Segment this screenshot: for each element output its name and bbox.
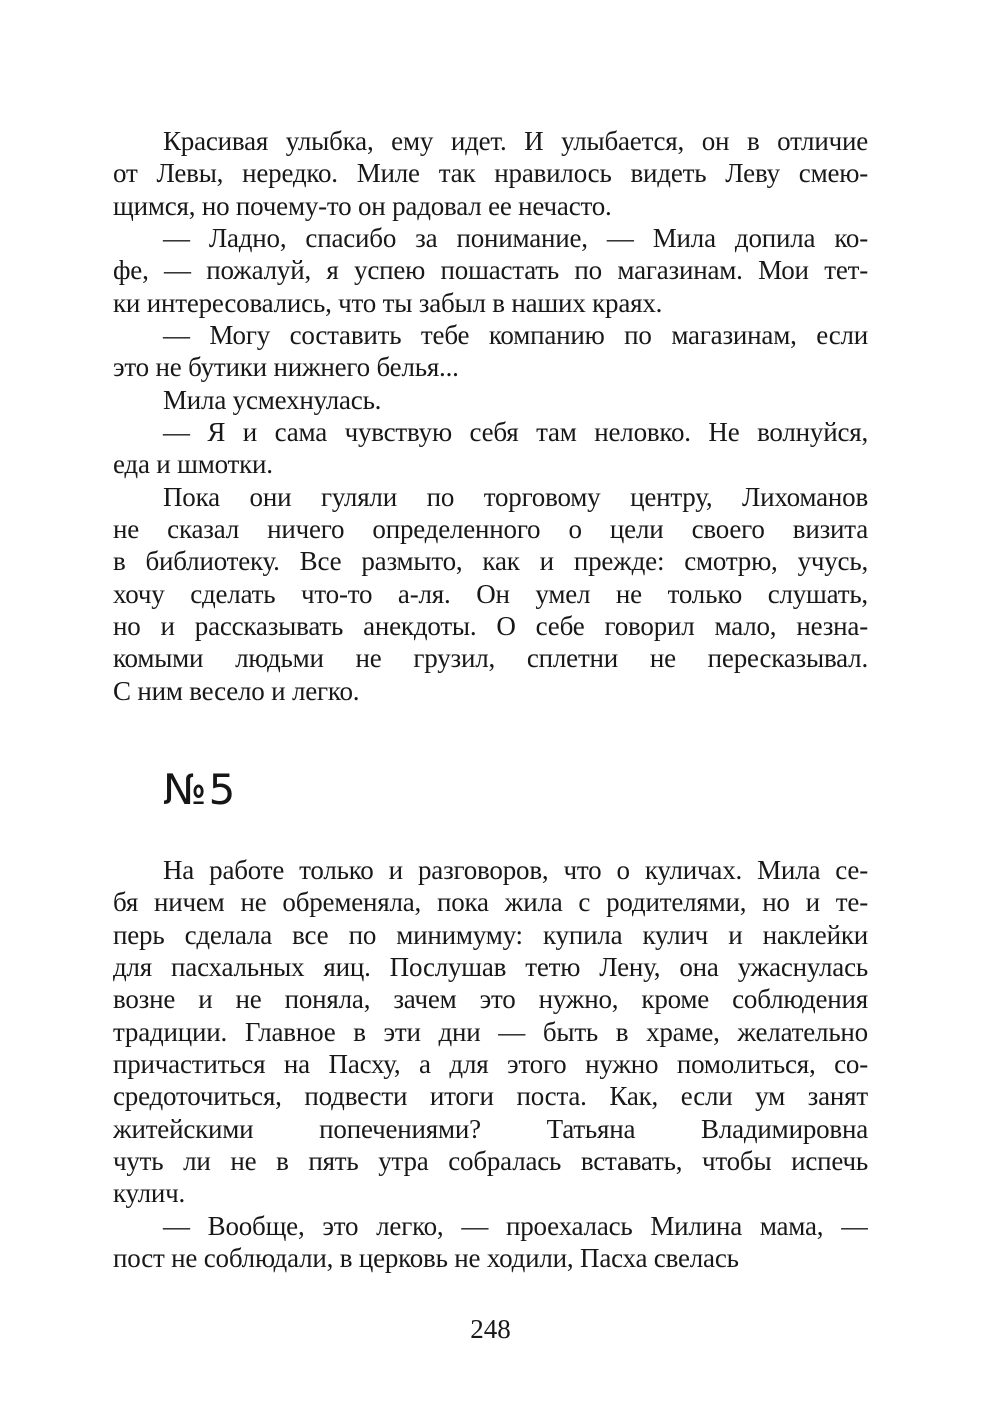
text-line: Мила усмехнулась. [163, 384, 382, 415]
text-line: традиции. Главное в эти дни — быть в храме, желательно [113, 1016, 868, 1047]
text-line: в библиотеку. Все размыто, как и прежде: смотрю, учусь, [113, 546, 868, 577]
section-top [113, 125, 868, 707]
text-line: бя ничем не обременяла, пока жила с родителями, но и те- [113, 887, 868, 918]
text-line: комыми людьми не грузил, сплетни не пересказывал. [113, 643, 868, 674]
text-line: Пока они гуляли по торговому центру, Лихоманов [163, 481, 868, 512]
text-line: от Левы, нередко. Миле так нравилось видеть Леву смею- [113, 158, 868, 189]
text-line: Красивая улыбка, ему идет. И улыбается, он в отличие [163, 126, 868, 156]
text-line: для пасхальных яиц. Послушав тетю Лену, она ужаснулась [113, 951, 868, 982]
text-line: На работе только и разговоров, что о куличах. Мила се- [163, 854, 868, 885]
text-line: средоточиться, подвести итоги поста. Как, если ум занят [113, 1081, 868, 1112]
text-block [113, 125, 868, 1274]
text-line: это не бутики нижнего белья... [113, 352, 459, 383]
page-number: 248 [470, 1314, 511, 1344]
text-line: житейскими попечениями? Татьяна Владимировна [113, 1113, 868, 1144]
text-line: фе, — пожалуй, я успею пошастать по магазинам. Мои тет- [113, 255, 868, 286]
text-line: — Ладно, спасибо за понимание, — Мила допила ко- [163, 222, 868, 253]
text-line: не сказал ничего определенного о цели своего визита [113, 513, 868, 544]
text-line: — Я и сама чувствую себя там неловко. Не волнуйся, [163, 416, 868, 447]
section-bottom [113, 854, 868, 1274]
text-line: пост не соблюдали, в церковь не ходили, Пасха свелась [113, 1242, 739, 1273]
text-line: — Могу составить тебе компанию по магазинам, если [163, 319, 868, 350]
text-line: ки интересовались, что ты забыл в наших краях. [113, 287, 663, 318]
text-line: возне и не поняла, зачем это нужно, кроме соблюдения [113, 984, 868, 1015]
text-line: чуть ли не в пять утра собралась вставать, чтобы испечь [113, 1145, 868, 1176]
text-line: хочу сделать что-то а-ля. Он умел не только слушать, [113, 578, 868, 609]
text-line: кулич. [113, 1178, 186, 1209]
text-line: С ним весело и легко. [113, 675, 360, 706]
text-line: но и рассказывать анекдоты. О себе говорил мало, незна- [113, 610, 868, 641]
section-heading: №5 [163, 764, 238, 814]
text-line: причаститься на Пасху, а для этого нужно помолиться, со- [113, 1048, 868, 1079]
text-line: перь сделала все по минимуму: купила кулич и наклейки [113, 919, 868, 950]
text-line: — Вообще, это легко, — проехалась Милина мама, — [163, 1210, 868, 1241]
text-line: щимся, но почему-то он радовал ее нечасто. [113, 190, 612, 221]
text-line: еда и шмотки. [113, 449, 273, 480]
